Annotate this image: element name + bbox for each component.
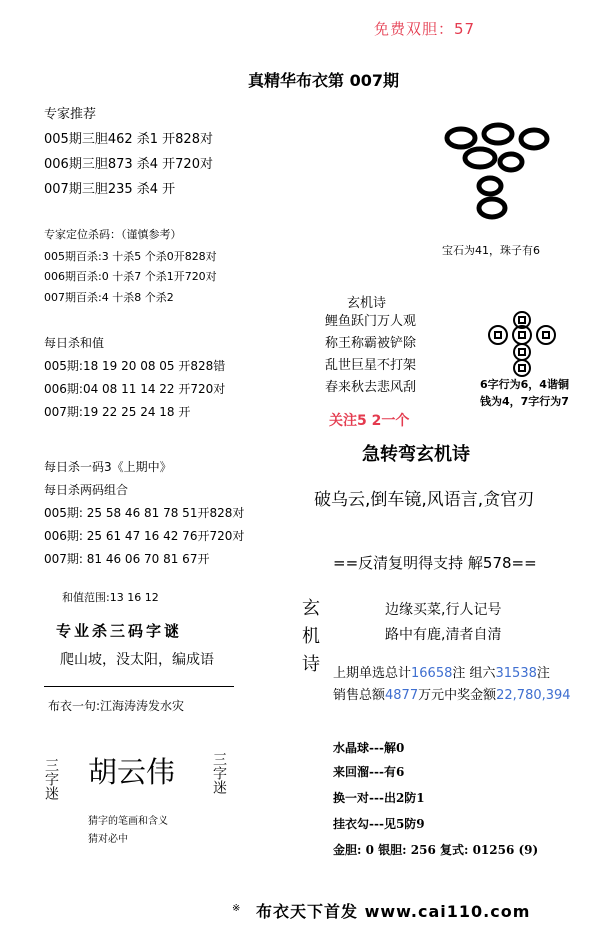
daily-sum-heading: 每日杀和值 [44, 336, 105, 350]
focus-note: 关注5 2一个 [329, 413, 410, 429]
position-kill-row: 005期百杀:3 十杀5 个杀0开828对 [44, 250, 217, 263]
stats-label: 销售总额 [333, 688, 386, 703]
stats-label: 上期单选总计 [333, 666, 412, 681]
daily-kill-row: 005期: 25 58 46 81 78 51开828对 [44, 506, 245, 520]
poem1-line: 春来秋去悲风刮 [325, 380, 417, 395]
poem1-line: 鲤鱼跃门万人观 [325, 314, 417, 329]
name-title: 胡云伟 [88, 755, 176, 789]
stats-label: 注 [536, 666, 550, 681]
stats-label: 万元中奖金额 [418, 688, 497, 703]
name-hint: 猜字的笔画和含义 [88, 816, 168, 827]
poem1-line: 称王称霸被铲除 [325, 336, 417, 351]
coin-cross-graphic [484, 308, 564, 378]
riddle-line: 挂衣勾---见5防9 [333, 817, 425, 831]
poem1-title: 玄机诗 [347, 296, 387, 311]
riddle-line: 来回溜---有6 [333, 765, 405, 779]
expert-row: 007期三胆235 杀4 开 [44, 182, 176, 197]
position-kill-heading: 专家定位杀码：（谨慎参考） [44, 228, 182, 241]
gem-caption: 宝石为41，珠子有6 [442, 244, 540, 257]
buyi-line: 布衣一句:江海涛涛发水灾 [48, 699, 185, 713]
footer-mark: ※ [232, 903, 241, 914]
daily-kill-subheading: 每日杀两码组合 [44, 483, 129, 497]
right-vertical-label: 三字迷 [211, 752, 227, 794]
name-hint: 猜对必中 [88, 834, 128, 845]
poem2-line: 边缘买菜,行人记号 [385, 602, 502, 618]
stats-line-2 [333, 684, 571, 703]
anti-qing-line: ==反清复明得支持 解578== [333, 554, 537, 572]
sum-range: 和值范围:13 16 12 [62, 591, 159, 604]
riddle-line: 换一对---出2防1 [333, 791, 425, 805]
divider [44, 686, 234, 687]
daily-kill-row: 007期: 81 46 06 70 81 67开 [44, 552, 210, 566]
expert-row: 006期三胆873 杀4 开720对 [44, 157, 213, 172]
daily-kill-heading: 每日杀一码3《上期中》 [44, 460, 172, 474]
position-kill-row: 007期百杀:4 十杀8 个杀2 [44, 291, 174, 304]
expert-heading: 专家推荐 [44, 107, 97, 122]
stats-value: 31538 [495, 666, 537, 681]
position-kill-row: 006期百杀:0 十杀7 个杀1开720对 [44, 270, 217, 283]
stats-value: 22,780,394 [496, 688, 571, 703]
cross-caption: 6字行为6，4谐铜 [480, 378, 569, 391]
sharp-turn-title: 急转弯玄机诗 [362, 444, 470, 465]
riddle-line: 金胆: 0 银胆: 256 复式: 01256 (9) [333, 843, 539, 857]
page-title: 真精华布衣第 007期 [248, 71, 399, 90]
poem2-side-title: 玄机诗 [299, 598, 320, 682]
daily-sum-row: 005期:18 19 20 08 05 开828错 [44, 359, 226, 373]
riddle-line: 水晶球---解0 [333, 741, 405, 755]
stats-line-1 [333, 662, 550, 681]
daily-sum-row: 006期:04 08 11 14 22 开720对 [44, 382, 226, 396]
poem1-line: 乱世巨星不打架 [325, 358, 417, 373]
expert-row: 005期三胆462 杀1 开828对 [44, 132, 213, 147]
stats-value: 4877 [385, 688, 419, 703]
kill-three-title: 专业杀三码字谜 [56, 622, 183, 640]
left-vertical-label: 三字迷 [43, 758, 59, 800]
sharp-turn-line: 破乌云,倒车镜,风语言,贪官刃 [314, 490, 535, 510]
daily-kill-row: 006期: 25 61 47 16 42 76开720对 [44, 529, 245, 543]
stats-value: 16658 [411, 666, 453, 681]
footer-text: 布衣天下首发 www.cai110.com [256, 902, 531, 921]
daily-sum-row: 007期:19 22 25 24 18 开 [44, 405, 191, 419]
poem2-line: 路中有鹿,清者自清 [385, 627, 502, 643]
cross-caption: 钱为4，7字行为7 [480, 395, 569, 408]
stats-label: 注 组六 [452, 666, 496, 681]
free-pick: 免费双胆：57 [374, 20, 476, 38]
kill-three-riddle: 爬山坡，没太阳，编成语 [60, 652, 214, 668]
gem-graphic [440, 118, 570, 228]
